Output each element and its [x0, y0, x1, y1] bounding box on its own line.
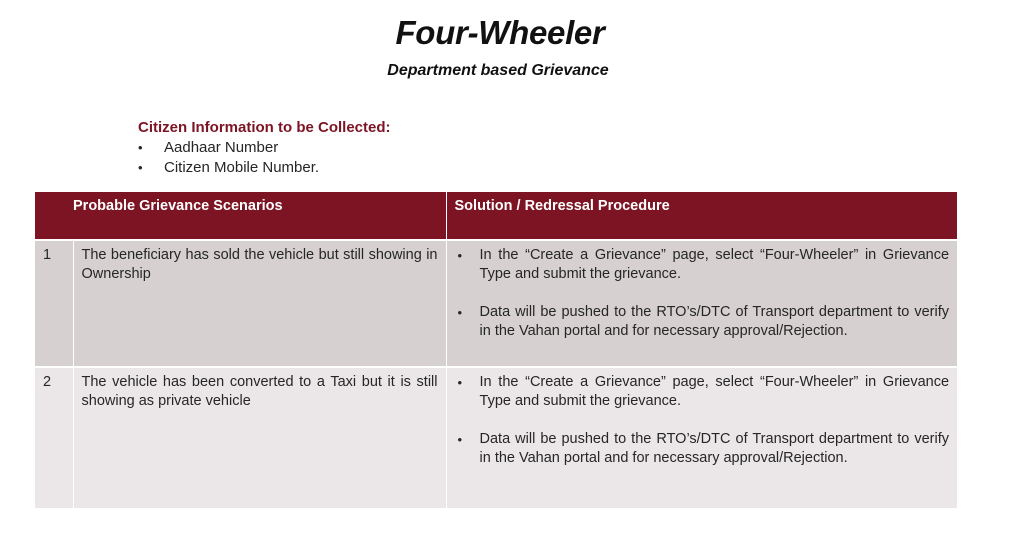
solution-list: [455, 373, 950, 468]
solution-cell: [446, 240, 957, 367]
citizen-info-heading: Citizen Information to be Collected:: [138, 119, 391, 136]
solution-step: • In the “Create a Grievance” page, select “Four-Wheeler” in Grievance Type and submit the grievance.: [455, 246, 950, 284]
citizen-info-item: • Citizen Mobile Number.: [138, 158, 391, 178]
solution-step: • Data will be pushed to the RTO’s/DTC of Transport department to verify in the Vahan portal and for necessary approval/Rejection.: [455, 303, 950, 341]
page-title: Four-Wheeler: [395, 14, 605, 51]
column-header-solution: Solution / Redressal Procedure: [446, 192, 957, 240]
grievance-table: [35, 192, 957, 508]
solution-list: [455, 246, 950, 341]
page-subtitle: Department based Grievance: [387, 62, 609, 79]
scenario-cell: The beneficiary has sold the vehicle but still showing in Ownership: [73, 240, 446, 367]
table-header-row: [35, 192, 957, 240]
citizen-info-list: [138, 138, 391, 178]
scenario-cell: The vehicle has been converted to a Taxi but it is still showing as private vehicle: [73, 367, 446, 508]
citizen-info-item: • Aadhaar Number: [138, 138, 391, 158]
table-row: [35, 240, 957, 367]
citizen-info-section: [138, 118, 391, 178]
table-row: [35, 367, 957, 508]
row-number: 2: [35, 367, 73, 508]
row-number: 1: [35, 240, 73, 367]
solution-cell: [446, 367, 957, 508]
column-header-scenarios: Probable Grievance Scenarios: [35, 192, 446, 240]
solution-step: • In the “Create a Grievance” page, select “Four-Wheeler” in Grievance Type and submit the grievance.: [455, 373, 950, 411]
solution-step: • Data will be pushed to the RTO’s/DTC of Transport department to verify in the Vahan portal and for necessary approval/Rejection.: [455, 430, 950, 468]
